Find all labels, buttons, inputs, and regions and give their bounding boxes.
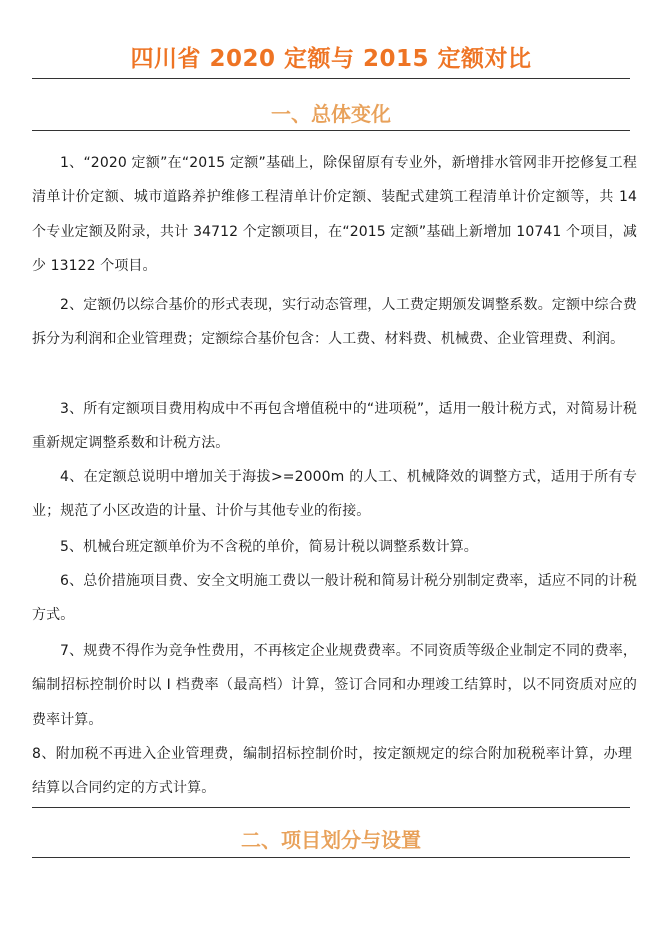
paragraph-1: 1、“2020 定额”在“2015 定额”基础上，除保留原有专业外，新增排水管网非开挖修复工程清单计价定额、城市道路养护维修工程清单计价定额、装配式建筑工程清单计价定额等，共 14 个专业定额及附录，共计 34712 个定额项目，在“2015 定额”基础上新增加 10741 个项目，减少 13122 个项目。 [32,155,637,275]
section-divider [32,807,630,808]
paragraph-3: 3、所有定额项目费用构成中不再包含增值税中的“进项税”，适用一般计税方式，对简易计税重新规定调整系数和计税方法。 [32,401,637,452]
document-title: 四川省 2020 定额与 2015 定额对比 [130,46,532,72]
paragraph-5: 5、机械台班定额单价为不含税的单价，简易计税以调整系数计算。 [60,539,478,555]
paragraph-4: 4、在定额总说明中增加关于海拔>=2000m 的人工、机械降效的调整方式，适用于所有专业；规范了小区改造的计量、计价与其他专业的衔接。 [32,469,637,520]
section-heading-project-division: 二、项目划分与设置 [241,828,421,852]
section-heading-overall-changes: 一、总体变化 [271,102,391,126]
section-divider [32,857,630,858]
paragraph-6: 6、总价措施项目费、安全文明施工费以一般计税和简易计税分别制定费率，适应不同的计税方式。 [32,573,637,624]
paragraph-2: 2、定额仍以综合基价的形式表现，实行动态管理，人工费定期颁发调整系数。定额中综合费拆分为利润和企业管理费；定额综合基价包含：人工费、材料费、机械费、企业管理费、利润。 [32,297,637,348]
section-divider [32,130,630,131]
paragraph-7: 7、规费不得作为竞争性费用，不再核定企业规费费率。不同资质等级企业制定不同的费率，编制招标控制价时以 I 档费率（最高档）计算，签订合同和办理竣工结算时，以不同资质对应的费率计算。 [32,643,637,728]
title-divider [32,78,630,79]
paragraph-8: 8、附加税不再进入企业管理费，编制招标控制价时，按定额规定的综合附加税税率计算，办理结算以合同约定的方式计算。 [32,746,632,797]
